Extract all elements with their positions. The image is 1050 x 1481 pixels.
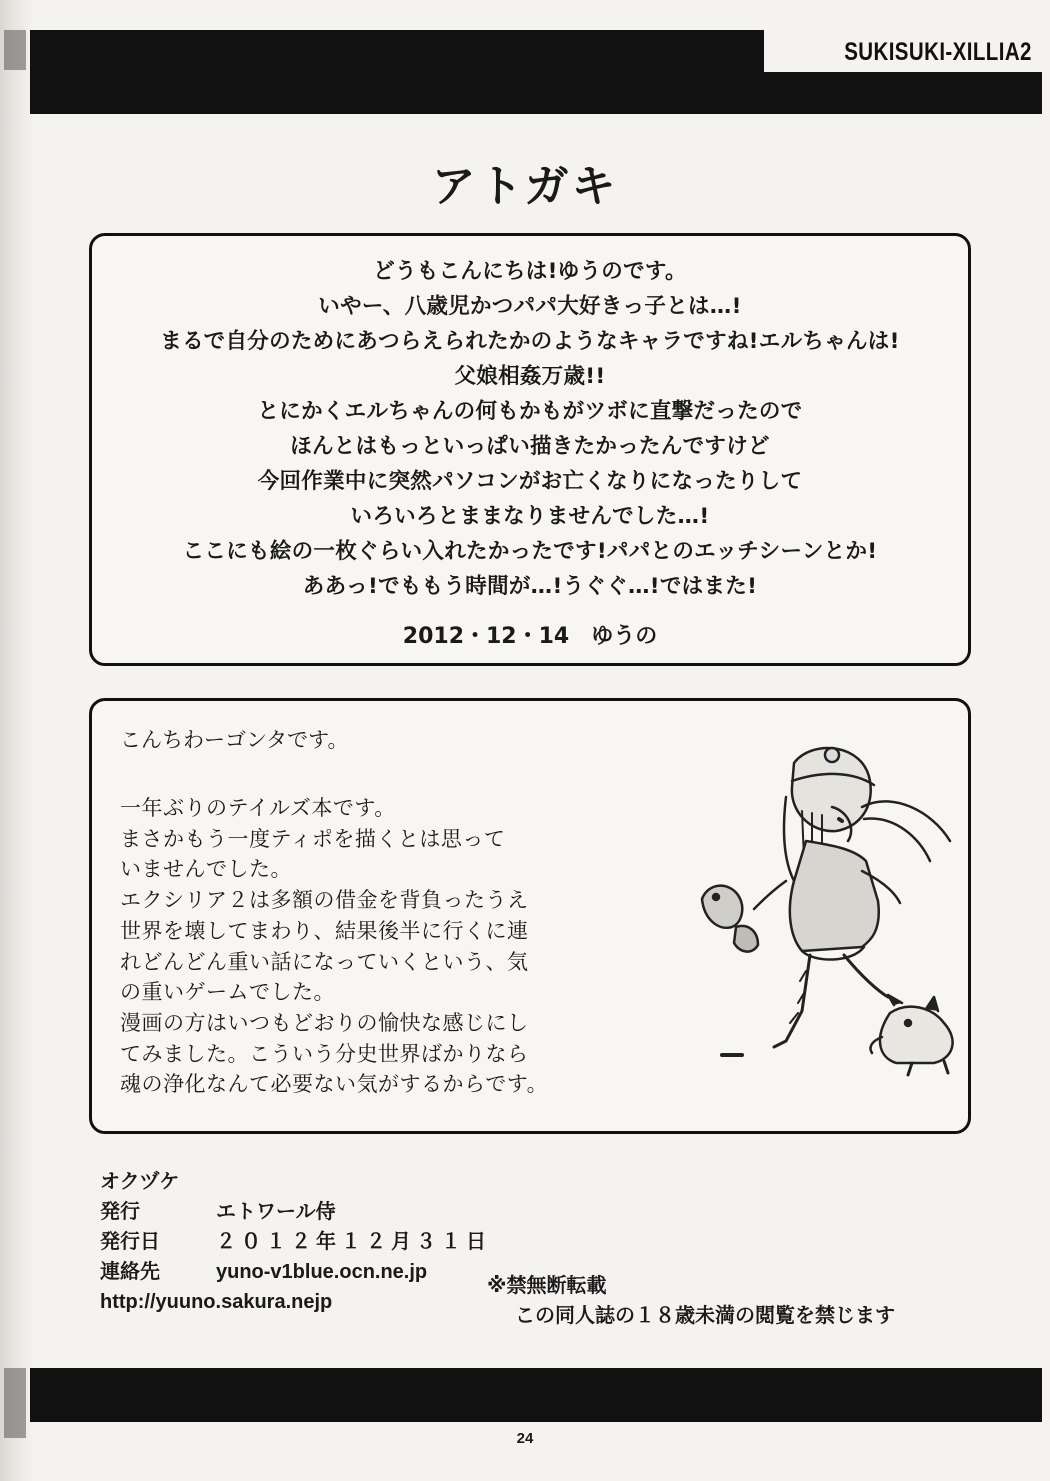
- body-line: てみました。こういう分史世界ばかりなら: [120, 1041, 529, 1066]
- afterword-message: [92, 254, 968, 604]
- page-number: 24: [516, 1430, 534, 1447]
- date-label: 発行日: [100, 1229, 160, 1253]
- date-signature: 2012・12・14 ゆうの: [402, 624, 658, 649]
- body-line: 一年ぶりのテイルズ本です。: [120, 796, 396, 820]
- scan-edge: [0, 0, 34, 1481]
- greeting: こんちわーゴンタです。: [120, 728, 349, 752]
- notice-line-1: ※禁無断転載: [487, 1273, 607, 1297]
- dog-figure: [870, 995, 952, 1075]
- body-line: れどんどん重い話になっていくという、気: [120, 949, 529, 974]
- afterword-box: [89, 233, 971, 666]
- page-title: アトガキ: [431, 161, 619, 212]
- footer-bar: [30, 1368, 1042, 1422]
- publisher-row: [100, 1196, 491, 1226]
- header-bar: [30, 30, 1042, 114]
- notice: [487, 1270, 895, 1330]
- body-line: の重いゲームでした。: [120, 980, 335, 1005]
- publisher-label: 発行: [100, 1199, 140, 1223]
- date-value: ２０１２年１２月３１日: [216, 1229, 491, 1253]
- notice-line-2: この同人誌の１８歳未満の閲覧を禁じます: [515, 1303, 895, 1327]
- header-tab: [762, 30, 1042, 72]
- message-line: ここにも絵の一枚ぐらい入れたかったです!パパとのエッチシーンとか!: [182, 539, 878, 564]
- contact-value: yuno-v1blue.ocn.ne.jp: [216, 1261, 428, 1283]
- scan-mark: [4, 1368, 26, 1438]
- scan-mark: [4, 30, 26, 70]
- message-line: とにかくエルちゃんの何もかもがツボに直撃だったので: [257, 399, 803, 424]
- colophon: [100, 1166, 491, 1317]
- message-line: いやー、八歳児かつパパ大好きっ子とは…!: [318, 294, 742, 319]
- message-line: 父娘相姦万歳!!: [454, 364, 606, 389]
- body-line: まさかもう一度ティポを描くとは思って: [120, 826, 506, 851]
- second-message-box: [89, 698, 971, 1134]
- message-line: 今回作業中に突然パソコンがお亡くなりになったりして: [257, 469, 803, 494]
- message-line: ああっ!でももう時間が…!うぐぐ…!ではまた!: [302, 574, 758, 599]
- contact-row: [100, 1256, 491, 1287]
- series-title: SUKISUKI-XILLIA2: [844, 38, 1032, 66]
- girl-figure: [754, 748, 950, 1047]
- message-body: [120, 793, 548, 1100]
- body-line: 魂の浄化なんて必要ない気がするからです。: [120, 1072, 549, 1097]
- message-line: どうもこんにちは!ゆうのです。: [373, 259, 687, 284]
- message-line: いろいろとままなりませんでした…!: [350, 504, 710, 529]
- date-row: [100, 1226, 491, 1256]
- colophon-heading: オクヅケ: [100, 1169, 180, 1193]
- body-line: 世界を壊してまわり、結果後半に行くに連: [120, 918, 529, 943]
- running-girl-illustration: [682, 741, 967, 1101]
- message-line: まるで自分のためにあつらえられたかのようなキャラですね!エルちゃんは!: [160, 329, 900, 354]
- body-line: いませんでした。: [120, 857, 292, 882]
- publisher-value: エトワール侍: [216, 1199, 336, 1223]
- contact-label: 連絡先: [100, 1259, 160, 1283]
- message-line: ほんとはもっといっぱい描きたかったんですけど: [290, 434, 770, 459]
- website-url: http://yuuno.sakura.nejp: [100, 1291, 333, 1313]
- body-line: エクシリア２は多額の借金を背負ったうえ: [120, 888, 529, 913]
- tipo-creature: [702, 886, 758, 952]
- body-line: 漫画の方はいつもどおりの愉快な感じにし: [120, 1010, 529, 1035]
